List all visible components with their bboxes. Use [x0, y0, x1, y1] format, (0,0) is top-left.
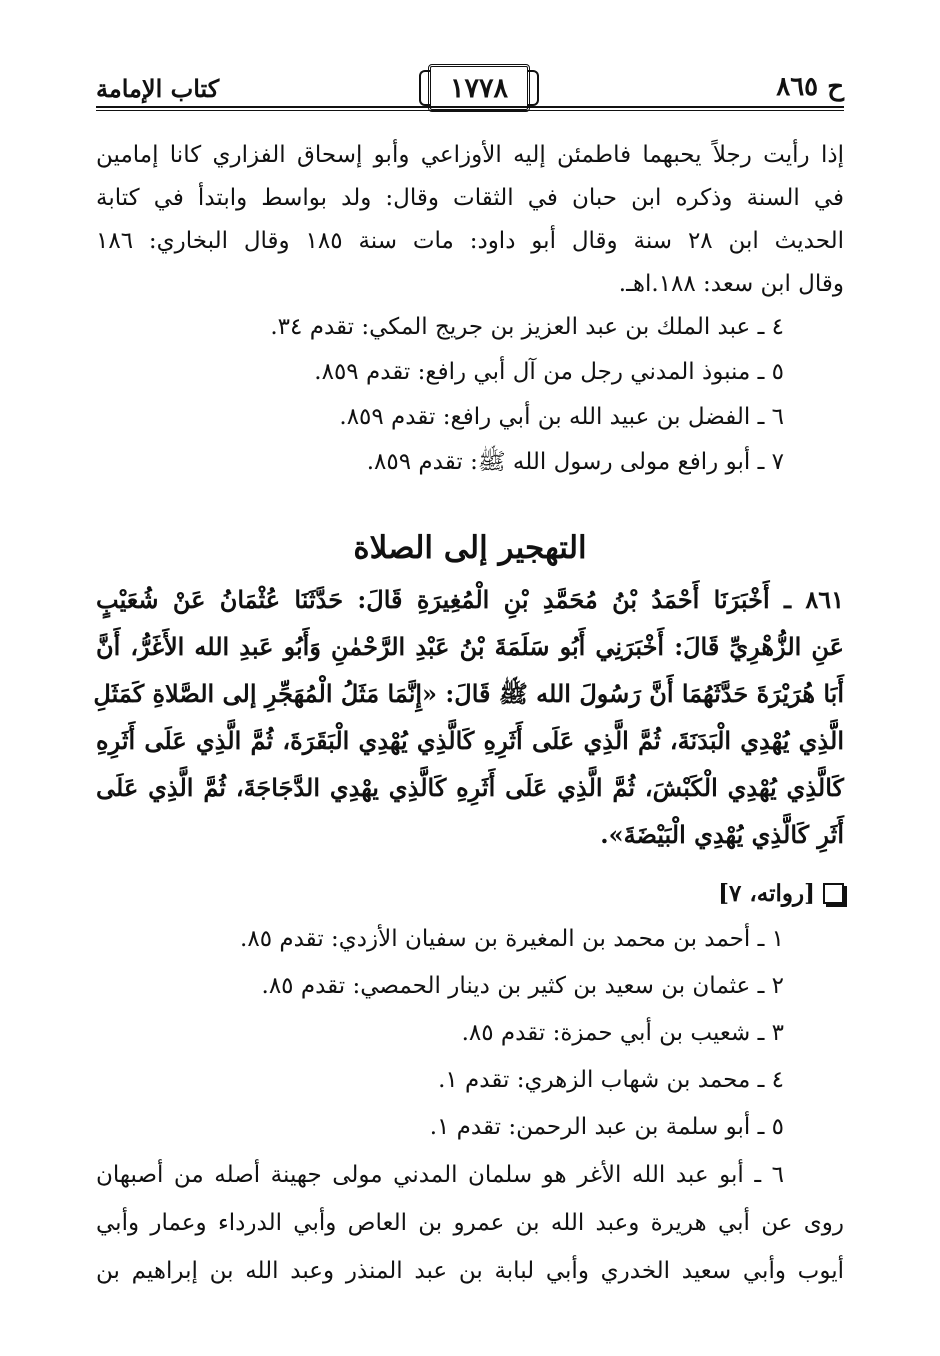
frame-bracket-left	[419, 70, 431, 106]
narrator-item: ٧ ـ أبو رافع مولى رسول الله ﷺ: تقدم ٨٥٩.	[366, 449, 784, 475]
narrator-item: ٤ ـ محمد بن شهاب الزهري: تقدم ١.	[438, 1067, 784, 1093]
narrator-item: ١ ـ أحمد بن محمد بن المغيرة بن سفيان الأزدي: تقدم ٨٥.	[240, 926, 784, 952]
narrator-item: ٥ ـ منبوذ المدني رجل من آل أبي رافع: تقدم ٨٥٩.	[314, 359, 784, 385]
narrators-heading-label: [رواته، ٧]	[718, 880, 815, 907]
narrator-item: ٥ ـ أبو سلمة بن عبد الرحمن: تقدم ١.	[429, 1114, 784, 1140]
page-ref: ح ٨٦٥	[776, 72, 844, 102]
hadith-line: الَّذِي يُهْدِي الْبَدَنَةَ، ثُمَّ الَّذِي عَلَى أَثَرِهِ كَالَّذِي يُهْدِي الْبَقَرَةَ، ثُمَّ الَّذِي عَلَى أَثَرِهِ	[96, 726, 844, 755]
narrator-item: ٤ ـ عبد الملك بن عبد العزيز بن جريج المكي: تقدم ٣٤.	[270, 314, 784, 340]
narrator-item: ٦ ـ الفضل بن عبيد الله بن أبي رافع: تقدم ٨٥٩.	[339, 404, 784, 430]
header-rule	[96, 106, 844, 111]
hadith-line: عَنِ الزُّهْرِيِّ قَالَ: أَخْبَرَنِي أَبُو سَلَمَةَ بْنُ عَبْدِ الرَّحْمٰنِ وَأَبُو عَبدِ الله الأَغَرُّ، أَنَّ	[96, 632, 844, 661]
narrators-heading	[718, 880, 844, 907]
square-bullet-icon	[823, 883, 844, 904]
book-title: كتاب الإمامة	[96, 74, 220, 103]
narrator-item: ٦ ـ أبو عبد الله الأغر هو سلمان المدني مولى جهينة أصله من أصبهان	[96, 1162, 784, 1188]
frame-bracket-right	[527, 70, 539, 106]
paragraph-line: أيوب وأبي سعيد الخدري وأبي لبابة بن عبد المنذر وعبد الله بن إبراهيم بن	[96, 1258, 844, 1284]
paragraph-line: إذا رأيت رجلاً يحبهما فاطمئن إليه الأوزاعي وأبو إسحاق الفزاري كانا إمامين	[96, 142, 844, 168]
page-number: ١٧٧٨	[449, 72, 508, 104]
section-title: التهجير إلى الصلاة	[353, 530, 587, 566]
paragraph-line: روى عن أبي هريرة وعبد الله بن عمرو بن العاص وأبي الدرداء وعمار وأبي	[96, 1210, 844, 1236]
hadith-line: أَثَرِ كَالَّذِي يُهْدِي الْبَيْضَةَ».	[600, 820, 844, 849]
hadith-line: ٨٦١ ـ أَخْبَرَنَا أَحْمَدُ بْنُ مُحَمَّدِ بْنِ الْمُغِيرَةِ قَالَ: حَدَّثَنَا عُثْمَانُ عَنْ شُعَيْبٍ	[96, 585, 844, 614]
paragraph-line: الحديث ابن ٢٨ سنة وقال أبو داود: مات سنة ١٨٥ وقال البخاري: ١٨٦	[96, 228, 844, 254]
hadith-line: كَالَّذِي يُهْدِي الْكَبْشَ، ثُمَّ الَّذِي عَلَى أَثَرِهِ كَالَّذِي يهْدِي الدَّجَاجَةَ، ثُمَّ الَّذِي عَلَى	[96, 773, 844, 802]
narrator-item: ٢ ـ عثمان بن سعيد بن كثير بن دينار الحمصي: تقدم ٨٥.	[261, 973, 784, 999]
hadith-line: أَبَا هُرَيْرَةَ حَدَّثَهُمَا أَنَّ رَسُولَ الله ﷺ قَالَ: «إِنَّمَا مَثَلُ الْمُهَجِّرِ إلى الصَّلاةِ كَمَثَلِ	[93, 679, 844, 708]
narrator-item: ٣ ـ شعيب بن أبي حمزة: تقدم ٨٥.	[461, 1020, 784, 1046]
page-number-frame	[428, 64, 530, 112]
paragraph-line: في السنة وذكره ابن حبان في الثقات وقال: ولد بواسط وابتدأ في كتابة	[96, 185, 844, 211]
paragraph-line: وقال ابن سعد: ١٨٨.اهـ.	[618, 271, 844, 297]
